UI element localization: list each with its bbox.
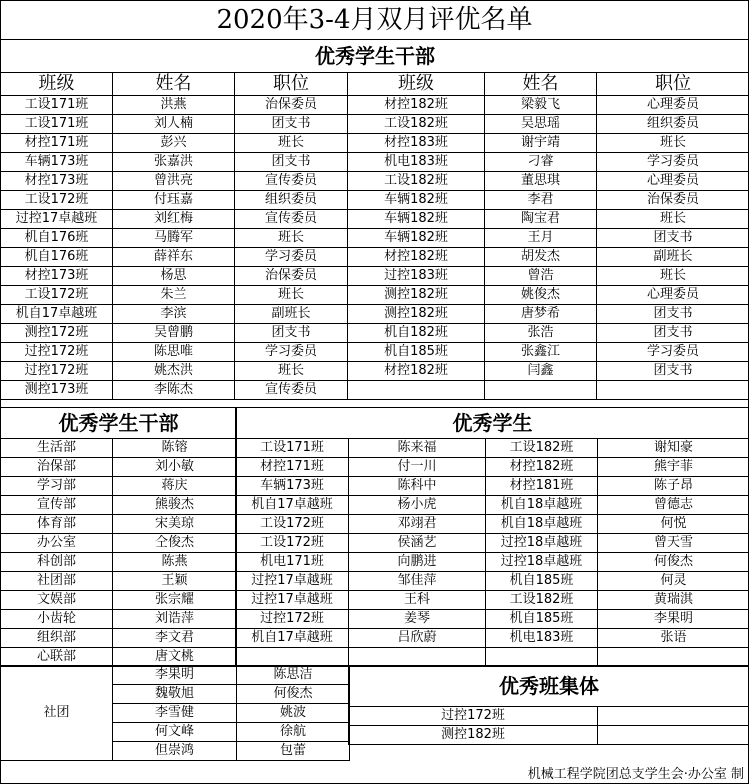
table-cell: [485, 381, 597, 400]
table-cell: 组织委员: [597, 115, 749, 134]
table-cell: 班长: [235, 229, 348, 248]
table-cell: 机自17卓越班: [236, 496, 349, 515]
table-cell: 机电183班: [348, 153, 485, 172]
table-cell: 材控171班: [236, 458, 349, 477]
table-cell: 机自176班: [1, 248, 113, 267]
empty-cell: [598, 726, 749, 745]
table-cell: 团支书: [597, 362, 749, 381]
table-cell: 宋美琼: [113, 515, 237, 534]
table-row: [1, 477, 237, 496]
table-cell: 唐文桃: [113, 648, 237, 667]
table-cell: 材控182班: [486, 458, 598, 477]
table-cell: 熊宇菲: [598, 458, 749, 477]
table-cell: 曾浩: [485, 267, 597, 286]
table-cell: 心理委员: [597, 172, 749, 191]
table-cell: 陶宝君: [485, 210, 597, 229]
table-cell: 付一川: [349, 458, 486, 477]
table-cell: 杨小虎: [349, 496, 486, 515]
table-cell: 学习委员: [235, 248, 348, 267]
table-cell: 过控183班: [348, 267, 485, 286]
table-cell: 宣传部: [1, 496, 113, 515]
table-row: [1, 115, 749, 134]
table-cell: 车辆173班: [236, 477, 349, 496]
table-cell: 办公室: [1, 534, 113, 553]
table-cell: 邓翊君: [349, 515, 486, 534]
table-cell: 治保部: [1, 458, 113, 477]
collective-class: 过控172班: [349, 707, 598, 726]
table-cell: 王科: [349, 591, 486, 610]
table-cell: 材控173班: [1, 172, 113, 191]
table-cell: 材控171班: [1, 134, 113, 153]
table-cell: 体育部: [1, 515, 113, 534]
table-cell: 心理委员: [597, 286, 749, 305]
table-cell: [598, 648, 749, 667]
table-cell: 材控182班: [348, 96, 485, 115]
table-cell: 姚杰洪: [113, 362, 235, 381]
table-cell: 材控182班: [348, 248, 485, 267]
table-cell: 曾天雪: [598, 534, 749, 553]
table-cell: 魏敬旭: [113, 685, 237, 704]
table-cell: 工设171班: [1, 115, 113, 134]
table-cell: 班长: [597, 210, 749, 229]
table-cell: 车辆173班: [1, 153, 113, 172]
table-cell: 曾洪亮: [113, 172, 235, 191]
table-cell: 治保委员: [235, 267, 348, 286]
collective-class: 测控182班: [349, 726, 598, 745]
table-cell: 组织部: [1, 629, 113, 648]
club-table: [0, 665, 350, 761]
table-cell: 工设172班: [1, 286, 113, 305]
table-row: [1, 439, 237, 458]
table-cell: 过控172班: [236, 610, 349, 629]
table-cell: 徐航: [237, 723, 350, 742]
table-cell: 小齿轮: [1, 610, 113, 629]
table-row: [236, 439, 749, 458]
table-cell: 学习委员: [235, 343, 348, 362]
table-cell: 仝俊杰: [113, 534, 237, 553]
table-cell: 李君: [485, 191, 597, 210]
table-row: [1, 324, 749, 343]
table-cell: 测控173班: [1, 381, 113, 400]
table-row: [236, 572, 749, 591]
table-cell: 胡发杰: [485, 248, 597, 267]
table-cell: 测控172班: [1, 324, 113, 343]
table-row: [1, 629, 237, 648]
table-cell: 姚波: [237, 704, 350, 723]
table-cell: 过控17卓越班: [1, 210, 113, 229]
table-cell: 生活部: [1, 439, 113, 458]
students-heading: 优秀学生: [236, 408, 749, 439]
table-cell: 董思琪: [485, 172, 597, 191]
table-cell: 包蕾: [237, 742, 350, 761]
table-cell: 工设172班: [236, 515, 349, 534]
table-cell: 张浩: [485, 324, 597, 343]
table-row: [1, 534, 237, 553]
table-cell: 何灵: [598, 572, 749, 591]
table-cell: 班长: [235, 286, 348, 305]
table-cell: 材控173班: [1, 267, 113, 286]
table-cell: 吴思瑶: [485, 115, 597, 134]
table-cell: 张鑫江: [485, 343, 597, 362]
table-cell: 刘红梅: [113, 210, 235, 229]
table-cell: 何文峰: [113, 723, 237, 742]
table-cell: 姜琴: [349, 610, 486, 629]
collective-table: [348, 665, 749, 745]
table-cell: 材控182班: [348, 362, 485, 381]
column-header: 班级: [348, 73, 485, 96]
table-cell: 团支书: [235, 324, 348, 343]
table-cell: 文娱部: [1, 591, 113, 610]
table-cell: 闫鑫: [485, 362, 597, 381]
table-cell: 王月: [485, 229, 597, 248]
table-cell: 机自17卓越班: [1, 305, 113, 324]
table-cell: 朱兰: [113, 286, 235, 305]
table-row: [1, 305, 749, 324]
table-row: [1, 381, 749, 400]
table-row: [1, 229, 749, 248]
table-cell: 副班长: [597, 248, 749, 267]
students-table: [235, 407, 749, 667]
table-cell: 陈思唯: [113, 343, 235, 362]
table-cell: 宣传委员: [235, 172, 348, 191]
table-cell: 过控18卓越班: [486, 534, 598, 553]
table-cell: 团支书: [235, 115, 348, 134]
column-header: 班级: [1, 73, 113, 96]
table-cell: 材控181班: [486, 477, 598, 496]
table-cell: 测控182班: [348, 286, 485, 305]
table-cell: 宣传委员: [235, 381, 348, 400]
table-row: [1, 267, 749, 286]
table-row: [236, 591, 749, 610]
table-cell: 张嘉洪: [113, 153, 235, 172]
table-cell: 过控17卓越班: [236, 591, 349, 610]
table-cell: 团支书: [597, 229, 749, 248]
table-row: [1, 96, 749, 115]
table-cell: [349, 648, 486, 667]
table-cell: 机自182班: [348, 324, 485, 343]
table-cell: 陈科中: [349, 477, 486, 496]
table-cell: 刁睿: [485, 153, 597, 172]
table-cell: 心联部: [1, 648, 113, 667]
table-row: [236, 477, 749, 496]
column-header: 职位: [597, 73, 749, 96]
table-row: [1, 210, 749, 229]
table-row: [349, 707, 749, 726]
table-cell: 谢知豪: [598, 439, 749, 458]
table-cell: 刘小敏: [113, 458, 237, 477]
table-cell: 班长: [597, 134, 749, 153]
table-cell: 黄瑞淇: [598, 591, 749, 610]
column-header: 姓名: [113, 73, 235, 96]
table-cell: 薛祥东: [113, 248, 235, 267]
table-cell: [597, 381, 749, 400]
club-label: 社团: [1, 666, 113, 761]
table-cell: 邹佳萍: [349, 572, 486, 591]
table-cell: 宣传委员: [235, 210, 348, 229]
table-cell: 班长: [235, 362, 348, 381]
table-cell: 团支书: [597, 324, 749, 343]
dept-table: [0, 407, 237, 667]
table-cell: 陈镕: [113, 439, 237, 458]
table-cell: 但崇鸿: [113, 742, 237, 761]
table-cell: [236, 648, 349, 667]
table-row: [1, 591, 237, 610]
table-row: [1, 134, 749, 153]
table-row: [236, 515, 749, 534]
column-header: 职位: [235, 73, 348, 96]
table-cell: 陈思洁: [237, 666, 350, 685]
empty-cell: [598, 707, 749, 726]
table-row: [1, 666, 350, 685]
column-header: 姓名: [485, 73, 597, 96]
table-row: [236, 610, 749, 629]
table-row: [1, 515, 237, 534]
table-cell: 科创部: [1, 553, 113, 572]
table-row: [236, 458, 749, 477]
table-cell: 车辆182班: [348, 191, 485, 210]
table-cell: 工设172班: [1, 191, 113, 210]
table-cell: 李滨: [113, 305, 235, 324]
table-row: [1, 458, 237, 477]
table-cell: 李雪健: [113, 704, 237, 723]
table-cell: 工设171班: [1, 96, 113, 115]
table-cell: [348, 381, 485, 400]
table-row: [1, 343, 749, 362]
table-row: [236, 534, 749, 553]
table-cell: 张宗耀: [113, 591, 237, 610]
table-cell: 蒋庆: [113, 477, 237, 496]
table-cell: 工设172班: [236, 534, 349, 553]
table-cell: 测控182班: [348, 305, 485, 324]
table-cell: 洪燕: [113, 96, 235, 115]
table-cell: 刘人楠: [113, 115, 235, 134]
table-row: [349, 726, 749, 745]
table-cell: 何俊杰: [237, 685, 350, 704]
table-row: [1, 572, 237, 591]
table-cell: 彭兴: [113, 134, 235, 153]
collective-heading: 优秀班集体: [349, 666, 749, 707]
table-cell: 机自185班: [486, 610, 598, 629]
table-cell: 机自18卓越班: [486, 496, 598, 515]
table-row: [236, 553, 749, 572]
table-cell: 李陈杰: [113, 381, 235, 400]
table-cell: 工设182班: [348, 115, 485, 134]
table-cell: 学习委员: [597, 153, 749, 172]
table-cell: 机电171班: [236, 553, 349, 572]
table-row: [1, 172, 749, 191]
table-cell: 姚俊杰: [485, 286, 597, 305]
table-cell: 机自185班: [348, 343, 485, 362]
table-cell: 陈来福: [349, 439, 486, 458]
table-cell: 工设182班: [486, 439, 598, 458]
footer-credit: 机械工程学院团总支学生会·办公室 制: [527, 767, 744, 782]
table-row: [1, 153, 749, 172]
table-cell: 何俊杰: [598, 553, 749, 572]
table-cell: 社团部: [1, 572, 113, 591]
table-cell: 车辆182班: [348, 210, 485, 229]
table-row: [236, 648, 749, 667]
table-cell: 刘诰萍: [113, 610, 237, 629]
table-cell: 组织委员: [235, 191, 348, 210]
table-row: [1, 553, 237, 572]
table-cell: [486, 648, 598, 667]
cadres-header-row: [1, 73, 749, 96]
table-cell: 治保委员: [597, 191, 749, 210]
table-cell: 李文君: [113, 629, 237, 648]
table-row: [1, 286, 749, 305]
table-cell: 治保委员: [235, 96, 348, 115]
table-row: [1, 248, 749, 267]
table-cell: 机自18卓越班: [486, 515, 598, 534]
table-cell: 工设171班: [236, 439, 349, 458]
table-cell: 班长: [597, 267, 749, 286]
table-cell: 过控172班: [1, 343, 113, 362]
table-cell: 团支书: [597, 305, 749, 324]
table-cell: 何悦: [598, 515, 749, 534]
table-cell: 机自17卓越班: [236, 629, 349, 648]
table-cell: 副班长: [235, 305, 348, 324]
table-cell: 班长: [235, 134, 348, 153]
table-row: [1, 496, 237, 515]
table-cell: 机电183班: [486, 629, 598, 648]
table-cell: 梁毅飞: [485, 96, 597, 115]
cadres-heading: 优秀学生干部: [1, 40, 749, 73]
table-cell: 车辆182班: [348, 229, 485, 248]
table-row: [236, 496, 749, 515]
table-row: [1, 610, 237, 629]
table-cell: 陈燕: [113, 553, 237, 572]
table-cell: 过控17卓越班: [236, 572, 349, 591]
page-title: 2020年3-4月双月评优名单: [1, 1, 748, 40]
table-cell: 王颖: [113, 572, 237, 591]
table-cell: 过控18卓越班: [486, 553, 598, 572]
table-cell: 材控183班: [348, 134, 485, 153]
table-cell: 工设182班: [486, 591, 598, 610]
table-cell: 曾德志: [598, 496, 749, 515]
table-row: [1, 648, 237, 667]
dept-heading: 优秀学生干部: [1, 408, 237, 439]
table-cell: 张语: [598, 629, 749, 648]
table-cell: 机自185班: [486, 572, 598, 591]
table-row: [1, 191, 749, 210]
table-cell: 工设182班: [348, 172, 485, 191]
table-cell: 过控172班: [1, 362, 113, 381]
table-cell: 付珏嘉: [113, 191, 235, 210]
table-cell: 向鹏进: [349, 553, 486, 572]
cadres-table: [0, 39, 749, 400]
table-cell: 侯涵艺: [349, 534, 486, 553]
table-cell: 杨思: [113, 267, 235, 286]
table-row: [1, 362, 749, 381]
table-cell: 谢宇靖: [485, 134, 597, 153]
table-cell: 李果明: [598, 610, 749, 629]
table-row: [236, 629, 749, 648]
table-cell: 马腾军: [113, 229, 235, 248]
table-cell: 熊骏杰: [113, 496, 237, 515]
table-cell: 吕欣蔚: [349, 629, 486, 648]
table-cell: 心理委员: [597, 96, 749, 115]
table-cell: 学习部: [1, 477, 113, 496]
table-cell: 团支书: [235, 153, 348, 172]
table-cell: 唐梦希: [485, 305, 597, 324]
table-cell: 吴曾鹏: [113, 324, 235, 343]
table-cell: 李果明: [113, 666, 237, 685]
table-cell: 陈子昂: [598, 477, 749, 496]
table-cell: 学习委员: [597, 343, 749, 362]
table-cell: 机自176班: [1, 229, 113, 248]
